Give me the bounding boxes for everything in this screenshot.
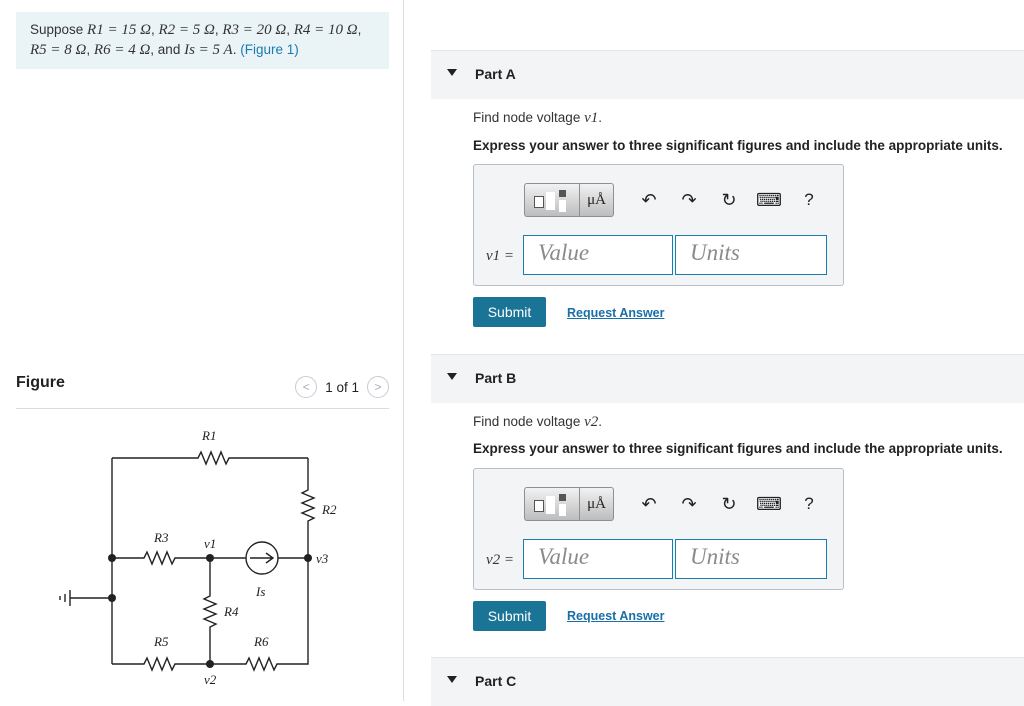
part-a-submit-button[interactable]: Submit <box>473 297 546 327</box>
panel-divider <box>403 0 404 701</box>
units-icon[interactable]: μÅ <box>580 487 614 521</box>
and-word: , and <box>150 42 185 57</box>
templates-icon[interactable] <box>524 183 580 217</box>
part-a-value-input[interactable]: Value <box>523 235 673 275</box>
label-r4: R4 <box>224 604 239 619</box>
redo-icon[interactable]: ↷ <box>681 189 697 210</box>
label-r3: R3 <box>154 530 169 545</box>
figure-pager <box>295 376 389 398</box>
wire-r2 <box>302 458 314 558</box>
r6-value: R6 = 4 Ω <box>93 42 151 58</box>
node-v3 <box>304 554 312 562</box>
ground-icon <box>60 590 112 606</box>
part-c-header[interactable] <box>431 657 1024 706</box>
part-a-answer-box <box>473 164 844 286</box>
keyboard-icon[interactable]: ⌨ <box>756 493 782 514</box>
part-a-prompt-text: Find node voltage <box>473 110 585 125</box>
part-b-header[interactable] <box>431 354 1024 403</box>
problem-lead: Suppose <box>30 22 88 37</box>
part-b-variable: v2 <box>584 414 599 430</box>
wire-r5 <box>112 658 210 670</box>
figure-header <box>16 374 389 409</box>
label-is: Is <box>256 584 266 599</box>
r5-value: R5 = 8 Ω <box>30 42 87 58</box>
wire-r3 <box>112 552 210 564</box>
node-v2 <box>206 660 214 668</box>
part-a-eq-text: v1 = <box>486 248 515 264</box>
wire-r1 <box>112 452 308 464</box>
redo-icon[interactable]: ↷ <box>681 493 697 514</box>
r2-value: R2 = 5 Ω <box>158 22 215 38</box>
wire-r4 <box>204 558 216 664</box>
part-c-title: Part C <box>475 673 517 689</box>
templates-icon[interactable] <box>524 487 580 521</box>
part-b-prompt-text: Find node voltage <box>473 414 585 429</box>
caret-down-icon[interactable] <box>447 373 457 380</box>
r3-value: R3 = 20 Ω <box>222 22 287 38</box>
part-b-eq-text: v2 = <box>486 552 515 568</box>
part-b-instruction: Express your answer to three significant figures and include the appropriate units. <box>473 441 1003 456</box>
chevron-right-icon[interactable]: > <box>367 376 389 398</box>
part-a-units-input[interactable]: Units <box>675 235 827 275</box>
label-v3: v3 <box>316 551 329 566</box>
part-a-title: Part A <box>475 66 516 82</box>
part-a-request-answer-link[interactable]: Request Answer <box>567 306 665 320</box>
part-a-toolbar <box>524 183 826 217</box>
caret-down-icon[interactable] <box>447 69 457 76</box>
problem-statement: Suppose R1 = 15 Ω, R2 = 5 Ω, R3 = 20 Ω, R4 = 10 Ω, R5 = 8 Ω, R6 = 4 Ω, and Is = 5 A. (Figure 1) <box>16 12 389 69</box>
circuit-diagram <box>50 418 350 688</box>
units-icon[interactable]: μÅ <box>580 183 614 217</box>
undo-icon[interactable]: ↶ <box>641 189 657 210</box>
label-v2: v2 <box>204 672 217 687</box>
part-a-variable: v1 <box>584 110 599 126</box>
part-a-eq-label <box>486 248 514 265</box>
node-v1 <box>206 554 214 562</box>
part-b-toolbar <box>524 487 826 521</box>
keyboard-icon[interactable]: ⌨ <box>756 189 782 210</box>
part-b-answer-box <box>473 468 844 590</box>
label-r6: R6 <box>254 634 269 649</box>
current-arrow-icon <box>250 553 273 563</box>
figure-link[interactable]: (Figure 1) <box>240 42 299 57</box>
undo-icon[interactable]: ↶ <box>641 493 657 514</box>
reset-icon[interactable]: ↻ <box>721 493 737 514</box>
pager-text: 1 of 1 <box>325 379 359 395</box>
node-left <box>108 554 116 562</box>
part-a-instruction: Express your answer to three significant figures and include the appropriate units. <box>473 138 1003 153</box>
figure-title: Figure <box>16 374 65 391</box>
part-b-submit-button[interactable]: Submit <box>473 601 546 631</box>
chevron-left-icon[interactable]: < <box>295 376 317 398</box>
r4-value: R4 = 10 Ω <box>293 22 358 38</box>
label-v1: v1 <box>204 536 217 551</box>
node-ground <box>108 594 116 602</box>
part-b-request-answer-link[interactable]: Request Answer <box>567 609 665 623</box>
label-r2: R2 <box>322 502 337 517</box>
help-icon[interactable]: ? <box>804 494 814 513</box>
part-b-eq-label <box>486 552 514 569</box>
part-b-value-input[interactable]: Value <box>523 539 673 579</box>
help-icon[interactable]: ? <box>804 190 814 209</box>
part-b-title: Part B <box>475 370 517 386</box>
part-a-prompt: Find node voltage v1. <box>473 110 603 126</box>
caret-down-icon[interactable] <box>447 676 457 683</box>
r1-value: R1 = 15 Ω <box>87 22 151 38</box>
part-b-units-input[interactable]: Units <box>675 539 827 579</box>
part-b-prompt: Find node voltage v2. <box>473 414 603 430</box>
label-r5: R5 <box>154 634 169 649</box>
reset-icon[interactable]: ↻ <box>721 189 737 210</box>
left-panel <box>0 0 403 701</box>
source-value: Is = 5 A <box>184 42 233 58</box>
part-a-header[interactable] <box>431 50 1024 99</box>
label-r1: R1 <box>202 428 217 443</box>
